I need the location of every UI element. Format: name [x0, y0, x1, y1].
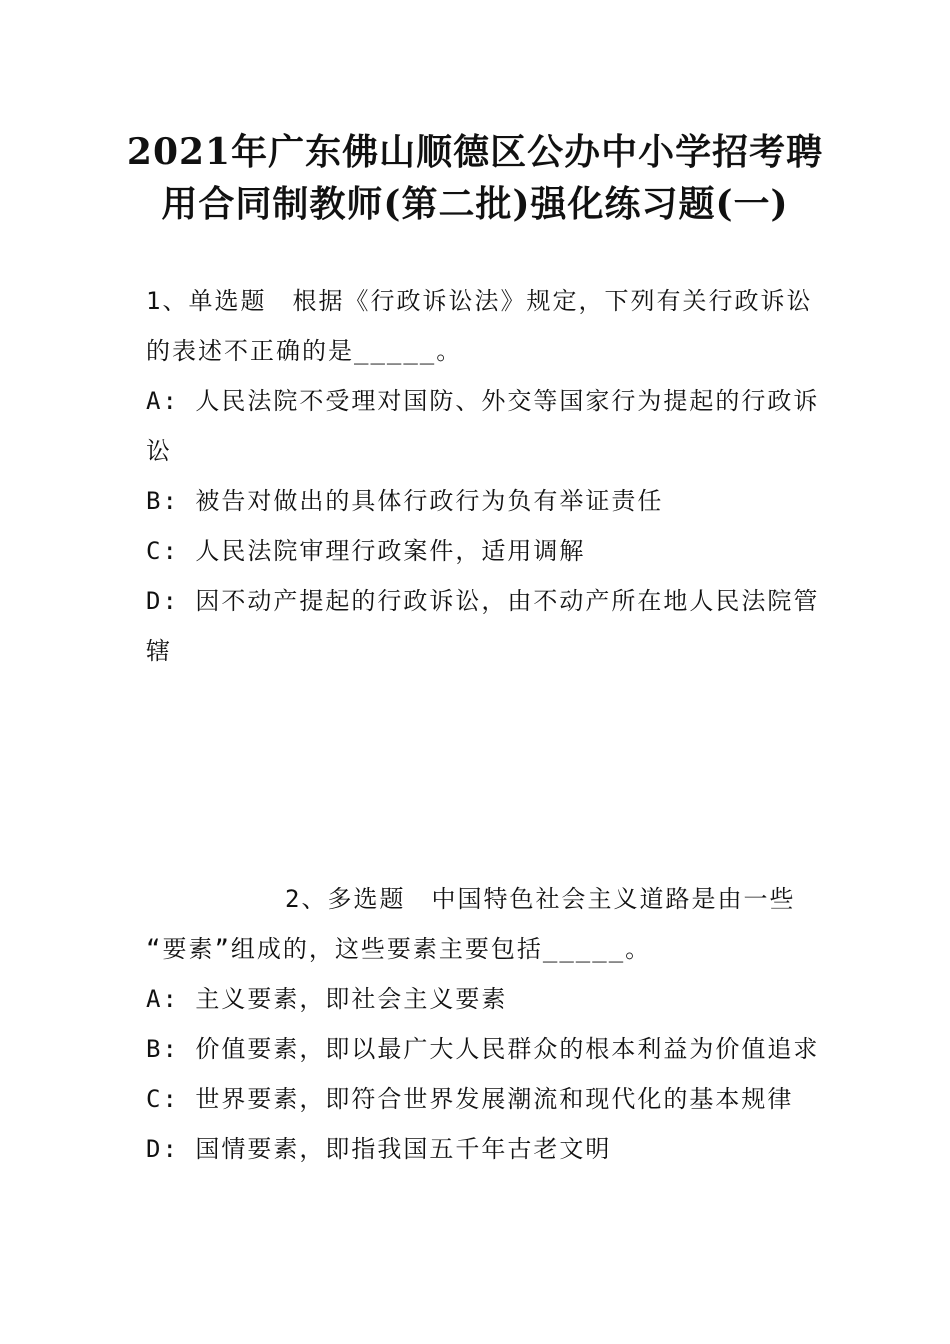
- question-2-option-d: D: 国情要素，即指我国五千年古老文明: [146, 1135, 612, 1163]
- title-line-1: 2021年广东佛山顺德区公办中小学招考聘: [126, 131, 824, 173]
- question-1-option-a-line-1: A: 人民法院不受理对国防、外交等国家行为提起的行政诉: [146, 387, 820, 415]
- question-1-option-a-line-2: 讼: [146, 437, 172, 465]
- question-1-option-d-line-1: D: 因不动产提起的行政诉讼，由不动产所在地人民法院管: [146, 587, 820, 615]
- title-line-2: 用合同制教师(第二批)强化练习题(一): [161, 183, 789, 225]
- question-2-stem-line-1: 2、多选题 中国特色社会主义道路是由一些: [285, 885, 796, 913]
- question-1-stem-line-2: 的表述不正确的是_____。: [146, 337, 463, 365]
- question-1-option-c: C: 人民法院审理行政案件，适用调解: [146, 537, 586, 565]
- question-1-option-b: B: 被告对做出的具体行政行为负有举证责任: [146, 487, 664, 515]
- question-2-stem-line-2: “要素”组成的，这些要素主要包括_____。: [146, 935, 652, 963]
- document-title: [100, 126, 850, 230]
- question-2-option-c: C: 世界要素，即符合世界发展潮流和现代化的基本规律: [146, 1085, 794, 1113]
- question-2-option-b: B: 价值要素，即以最广大人民群众的根本利益为价值追求: [146, 1035, 820, 1063]
- question-1-stem-line-1: 1、单选题 根据《行政诉讼法》规定，下列有关行政诉讼: [146, 287, 813, 315]
- question-2-option-a: A: 主义要素，即社会主义要素: [146, 985, 508, 1013]
- question-1-option-d-line-2: 辖: [146, 637, 172, 665]
